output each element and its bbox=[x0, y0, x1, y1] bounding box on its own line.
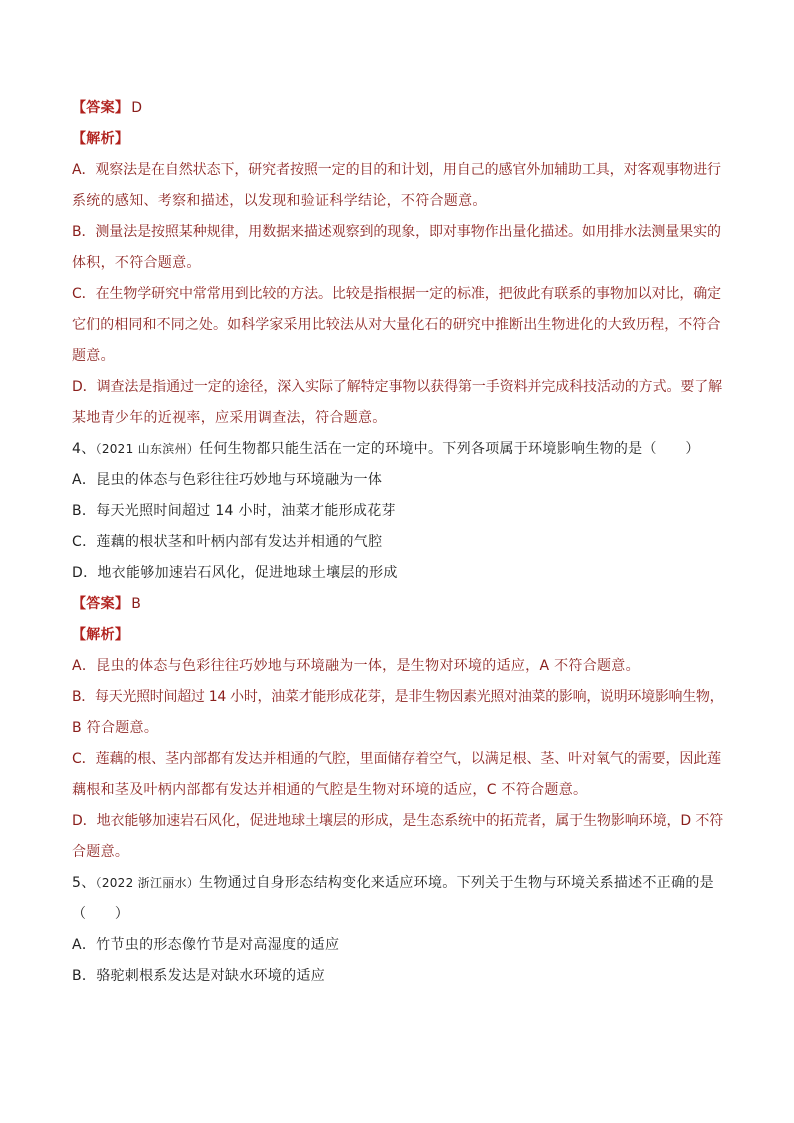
question-stem: 任何生物都只能生活在一定的环境中。下列各项属于环境影响生物的是（ ） bbox=[199, 441, 700, 457]
q4-analysis-line: A．昆虫的体态与色彩往往巧妙地与环境融为一体，是生物对环境的适应，A 不符合题意。 bbox=[72, 658, 640, 674]
answer-value: B bbox=[131, 596, 142, 612]
answer-tag: 【答案】 bbox=[72, 596, 130, 612]
q3-analysis-line: 系统的感知、考察和描述，以发现和验证科学结论，不符合题意。 bbox=[72, 193, 487, 209]
q4-option-d: D．地衣能够加速岩石风化，促进地球土壤层的形成 bbox=[72, 565, 398, 581]
q4-stem bbox=[72, 439, 724, 460]
q5-stem-continuation: （ ） bbox=[72, 906, 130, 922]
q3-analysis-tag-line bbox=[72, 129, 724, 150]
q4-analysis-line: B 符合题意。 bbox=[72, 720, 159, 736]
q4-analysis-line: 合题意。 bbox=[72, 844, 130, 860]
q3-analysis-line: 体积，不符合题意。 bbox=[72, 255, 201, 271]
question-stem: 生物通过自身形态结构变化来适应环境。下列关于生物与环境关系描述不正确的是 bbox=[199, 875, 714, 891]
question-source: （2022 浙江丽水） bbox=[95, 876, 200, 890]
q3-analysis-line: 某地青少年的近视率，应采用调查法，符合题意。 bbox=[72, 410, 387, 426]
q3-analysis-line: 它们的相同和不同之处。如科学家采用比较法从对大量化石的研究中推断出生物进化的大致历程，不符合 bbox=[72, 317, 721, 333]
answer-value: D bbox=[131, 100, 143, 116]
analysis-tag: 【解析】 bbox=[72, 627, 130, 643]
document-page bbox=[72, 98, 724, 997]
q3-analysis-line: D．调查法是指通过一定的途径，深入实际了解特定事物以获得第一手资料并完成科技活动的方式。要了解 bbox=[72, 379, 723, 395]
q4-analysis-line: C．莲藕的根、茎内部都有发达并相通的气腔，里面储存着空气，以满足根、茎、叶对氧气的需要，因此莲 bbox=[72, 751, 722, 767]
answer-tag: 【答案】 bbox=[72, 100, 130, 116]
q4-analysis-line: 藕根和茎及叶柄内部都有发达并相通的气腔是生物对环境的适应，C 不符合题意。 bbox=[72, 782, 588, 798]
question-number: 4、 bbox=[72, 441, 96, 457]
q5-stem bbox=[72, 873, 724, 894]
q3-analysis-line: A．观察法是在自然状态下，研究者按照一定的目的和计划，用自己的感官外加辅助工具，对客观事物进行 bbox=[72, 162, 721, 178]
q3-analysis-line: C．在生物学研究中常常用到比较的方法。比较是指根据一定的标准，把彼此有联系的事物加以对比，确定 bbox=[72, 286, 722, 302]
q4-option-a: A．昆虫的体态与色彩往往巧妙地与环境融为一体 bbox=[72, 472, 383, 488]
q4-analysis-line: B．每天光照时间超过 14 小时，油菜才能形成花芽，是非生物因素光照对油菜的影响，说明环境影响生物， bbox=[72, 689, 724, 705]
q3-analysis-line: B．测量法是按照某种规律，用数据来描述观察到的现象，即对事物作出量化描述。如用排水法测量果实的 bbox=[72, 224, 721, 240]
question-source: （2021 山东滨州） bbox=[95, 442, 200, 456]
q3-answer-line bbox=[72, 98, 724, 119]
q4-answer-line bbox=[72, 594, 724, 615]
q3-analysis-line: 题意。 bbox=[72, 348, 115, 364]
q5-option-b: B．骆驼刺根系发达是对缺水环境的适应 bbox=[72, 968, 326, 984]
q4-analysis-line: D．地衣能够加速岩石风化，促进地球土壤层的形成，是生态系统中的拓荒者，属于生物影响环境，D 不符 bbox=[72, 813, 724, 829]
q4-option-b: B．每天光照时间超过 14 小时，油菜才能形成花芽 bbox=[72, 503, 396, 519]
q4-option-c: C．莲藕的根状茎和叶柄内部有发达并相通的气腔 bbox=[72, 534, 383, 550]
analysis-tag: 【解析】 bbox=[72, 131, 130, 147]
question-number: 5、 bbox=[72, 875, 96, 891]
q4-analysis-tag-line bbox=[72, 625, 724, 646]
q5-option-a: A．竹节虫的形态像竹节是对高湿度的适应 bbox=[72, 937, 340, 953]
